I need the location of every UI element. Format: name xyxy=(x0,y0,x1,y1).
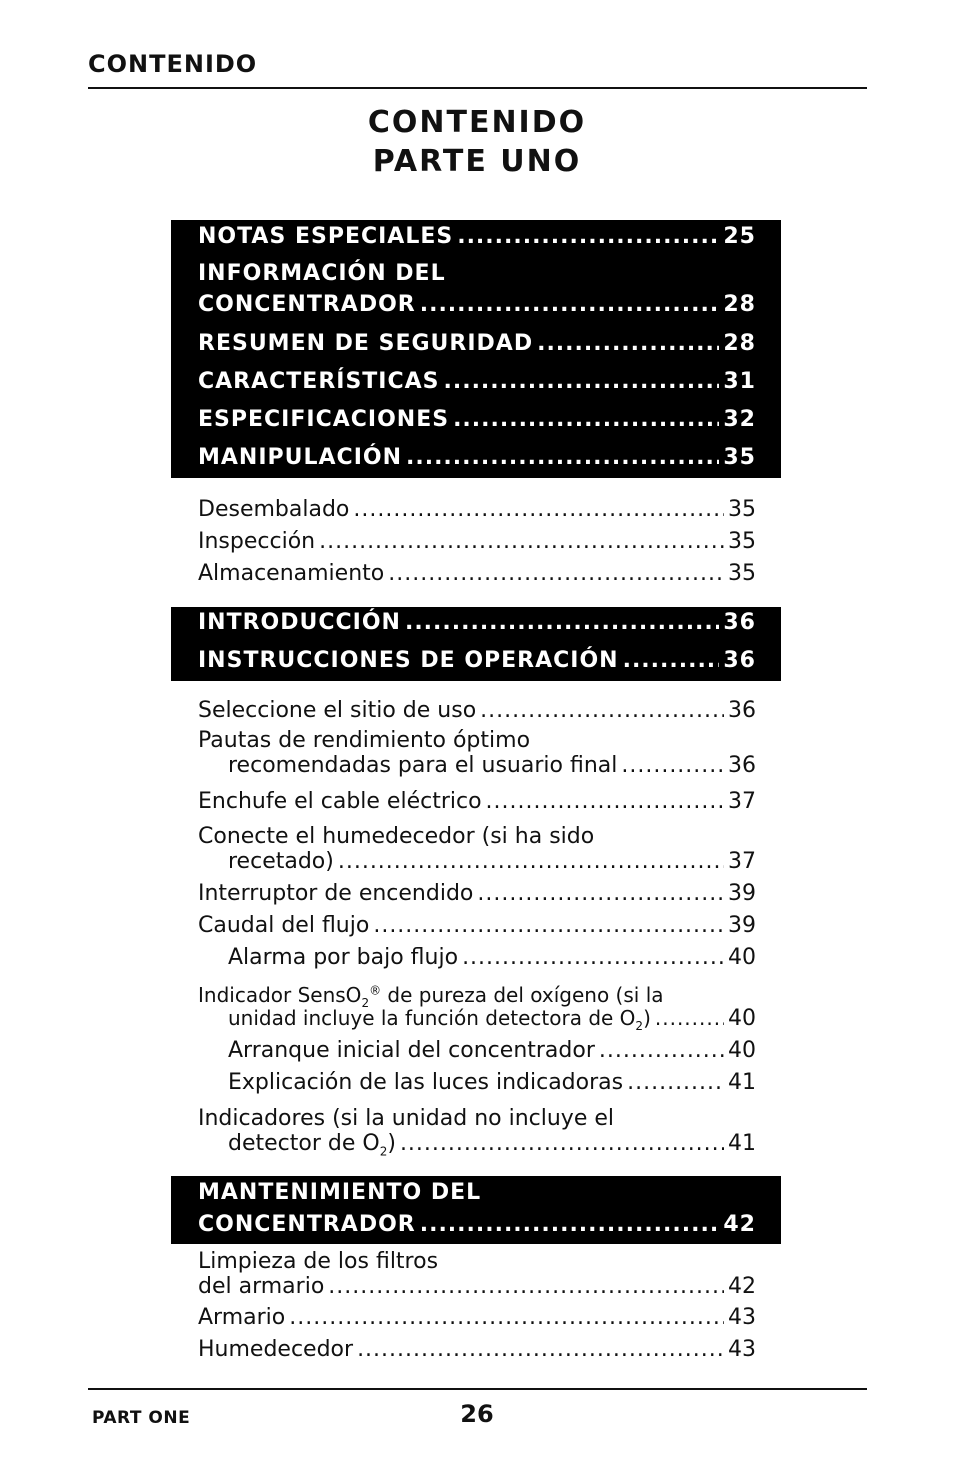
footer-rule xyxy=(88,1388,867,1390)
toc-subentry[interactable]: Caudal del flujo ..... 39 xyxy=(198,913,756,938)
toc-subentry[interactable]: Humedecedor ..... 43 xyxy=(198,1337,756,1362)
page-title: CONTENIDO xyxy=(367,105,587,140)
toc-entry[interactable]: ESPECIFICACIONES ..... 32 xyxy=(198,407,756,432)
toc-entry-line: INFORMACIÓN DEL xyxy=(198,261,446,286)
toc-entry[interactable]: INTRODUCCIÓN ..... 36 xyxy=(198,610,756,635)
toc-subentry[interactable]: Inspección ..... 35 xyxy=(198,529,756,554)
page-subtitle: PARTE UNO xyxy=(372,144,582,179)
footer-section-label: PART ONE xyxy=(92,1408,191,1428)
toc-entry-line: MANTENIMIENTO DEL xyxy=(198,1180,482,1205)
toc-subentry[interactable]: del armario ..... 42 xyxy=(198,1274,756,1299)
toc-subentry[interactable]: Desembalado ..... 35 xyxy=(198,497,756,522)
toc-subentry-line: Indicador SensO$_2$® de pureza del oxígeno (si la xyxy=(198,983,664,1010)
toc-entry[interactable]: CARACTERÍSTICAS ..... 31 xyxy=(198,369,756,394)
toc-subentry[interactable]: recetado) ..... 37 xyxy=(228,849,756,874)
toc-subentry[interactable]: Almacenamiento ..... 35 xyxy=(198,561,756,586)
running-head: CONTENIDO xyxy=(88,50,258,78)
toc-subentry-line: Conecte el humedecedor (si ha sido xyxy=(198,824,595,849)
toc-subentry[interactable]: Alarma por bajo flujo ..... 40 xyxy=(228,945,756,970)
toc-entry[interactable]: INSTRUCCIONES DE OPERACIÓN ..... 36 xyxy=(198,648,756,673)
toc-subentry[interactable]: Explicación de las luces indicadoras ..... 41 xyxy=(228,1070,756,1095)
toc-subentry[interactable]: detector de $O_2$) ..... 41 xyxy=(228,1131,756,1158)
toc-entry[interactable]: MANIPULACIÓN ..... 35 xyxy=(198,445,756,470)
page-number: 26 xyxy=(460,1400,494,1428)
toc-subentry-line: Pautas de rendimiento óptimo xyxy=(198,728,531,753)
toc-entry[interactable]: CONCENTRADOR ..... 28 xyxy=(198,292,756,317)
toc-subentry[interactable]: Seleccione el sitio de uso ..... 36 xyxy=(198,698,756,723)
toc-subentry[interactable]: unidad incluye la función detectora de $O_2$) ..... 40 xyxy=(228,1006,756,1033)
toc-entry[interactable]: RESUMEN DE SEGURIDAD ..... 28 xyxy=(198,331,756,356)
toc-subentry[interactable]: Enchufe el cable eléctrico ..... 37 xyxy=(198,789,756,814)
toc-entry[interactable]: NOTAS ESPECIALES ..... 25 xyxy=(198,224,756,249)
toc-subentry-line: Indicadores (si la unidad no incluye el xyxy=(198,1106,615,1131)
toc-subentry-line: Limpieza de los filtros xyxy=(198,1249,439,1274)
toc-subentry[interactable]: Arranque inicial del concentrador ..... 40 xyxy=(228,1038,756,1063)
toc-subentry[interactable]: recomendadas para el usuario final ..... 36 xyxy=(228,753,756,778)
toc-subentry[interactable]: Interruptor de encendido ..... 39 xyxy=(198,881,756,906)
toc-entry[interactable]: CONCENTRADOR ..... 42 xyxy=(198,1212,756,1237)
header-rule xyxy=(88,87,867,89)
toc-subentry[interactable]: Armario ..... 43 xyxy=(198,1305,756,1330)
